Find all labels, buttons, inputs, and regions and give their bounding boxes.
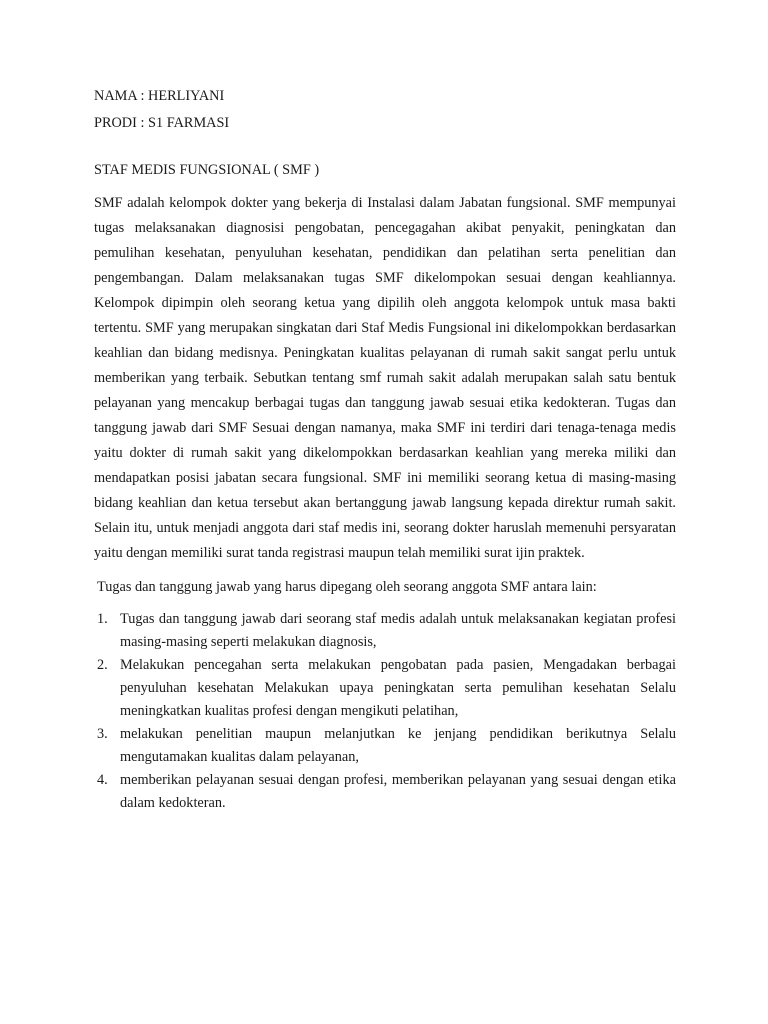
study-program-line: PRODI : S1 FARMASI: [94, 115, 230, 131]
list-item: [94, 769, 676, 815]
list-item-number: 1.: [97, 611, 108, 627]
list-item: [94, 723, 676, 769]
list-item-text: Tugas dan tanggung jawab dari seorang staf medis adalah untuk melaksanakan kegiatan profesi masing-masing seperti melakukan diagnosis,: [120, 611, 676, 650]
list-item-number: 4.: [97, 772, 108, 788]
body-paragraph: SMF adalah kelompok dokter yang bekerja di Instalasi dalam Jabatan fungsional. SMF mempunyai tugas melaksanakan diagnosisi pengobatan, pencegagahan akibat penyakit, peningkatan dan pemulihan kesehatan, penyuluhan kesehatan, pendidikan dan pelatihan serta penelitian dan pengembangan. Dalam melaksanakan tugas SMF dikelompokan sesuai dengan keahliannya. Kelompok dipimpin oleh seorang ketua yang dipilih oleh anggota kelompok untuk masa bakti tertentu. SMF yang merupakan singkatan dari Staf Medis Fungsional ini dikelompokkan berdasarkan keahlian dan bidang medisnya. Peningkatan kualitas pelayanan di rumah sakit sangat perlu untuk memberikan yang terbaik. Sebutkan tentang smf rumah sakit adalah merupakan salah satu bentuk pelayanan yang mencakup berbagai tugas dan tanggung jawab sesuai etika kedokteran. Tugas dan tanggung jawab dari SMF Sesuai dengan namanya, maka SMF ini terdiri dari tenaga-tenaga medis yaitu dokter di rumah sakit yang dikelompokkan berdasarkan keahlian yang mereka miliki dan mendapatkan posisi jabatan secara fungsional. SMF ini memiliki seorang ketua di masing-masing bidang keahlian dan ketua tersebut akan bertanggung jawab langsung kepada direktur rumah sakit. Selain itu, untuk menjadi anggota dari staf medis ini, seorang dokter haruslah memenuhi persyaratan yaitu dengan memiliki surat tanda registrasi maupun telah memiliki surat ijin praktek.: [94, 195, 676, 561]
list-item: [94, 608, 676, 654]
student-name-line: NAMA : HERLIYANI: [94, 88, 225, 104]
list-item-text: memberikan pelayanan sesuai dengan profesi, memberikan pelayanan yang sesuai dengan etika dalam kedokteran.: [120, 772, 676, 811]
document-page: [94, 84, 676, 815]
list-item-number: 2.: [97, 657, 108, 673]
list-item-number: 3.: [97, 726, 108, 742]
list-item-text: melakukan penelitian maupun melanjutkan ke jenjang pendidikan berikutnya Selalu mengutamakan kualitas dalam pelayanan,: [120, 726, 676, 765]
list-item-text: Melakukan pencegahan serta melakukan pengobatan pada pasien, Mengadakan berbagai penyuluhan kesehatan Melakukan upaya peningkatan serta pemulihan kesehatan Selalu meningkatkan kualitas profesi dengan mengikuti pelatihan,: [120, 657, 676, 719]
list-intro: Tugas dan tanggung jawab yang harus dipegang oleh seorang anggota SMF antara lain:: [97, 579, 597, 595]
duties-list: [94, 608, 676, 815]
list-item: [94, 654, 676, 723]
section-title: STAF MEDIS FUNGSIONAL ( SMF ): [94, 162, 320, 178]
